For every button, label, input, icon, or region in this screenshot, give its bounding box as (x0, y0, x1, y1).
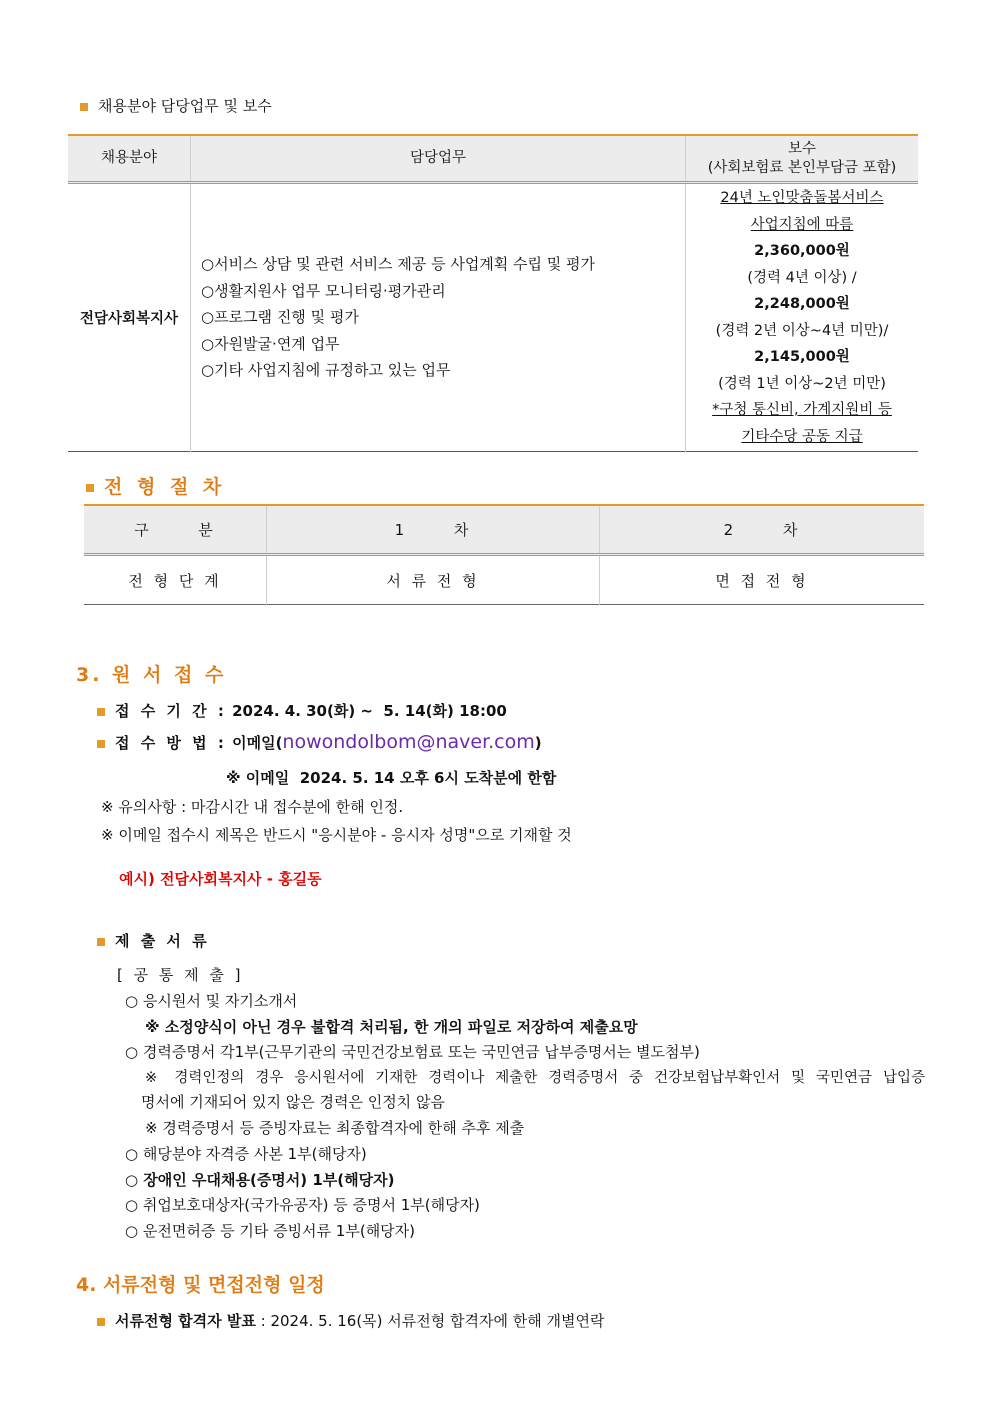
stage-label: 전 형 단 계 (84, 555, 267, 605)
document-result: 서류전형 합격자 발표 : 2024. 5. 16(목) 서류전형 합격자에 한해 개별연락 (97, 1310, 604, 1331)
doc-note: 명서에 기재되어 있지 않은 경력은 인정치 않음 (141, 1093, 445, 1111)
stage-first: 서 류 전 형 (267, 555, 600, 605)
table-row (68, 183, 918, 452)
docs-common: [ 공 통 제 출 ] (117, 966, 244, 984)
doc-note: ※ 경력증명서 등 증빙자료는 최종합격자에 한해 추후 제출 (145, 1119, 525, 1137)
application-method: 접 수 방 법 : 이메일(nowondolbom@naver.com) (97, 731, 542, 753)
note-subject: ※ 이메일 접수시 제목은 반드시 "응시분야 - 응시자 성명"으로 기재할 것 (101, 826, 572, 844)
duty-item: ○프로그램 진행 및 평가 (201, 308, 359, 327)
example-text: 예시) 전담사회복지사 - 홍길동 (119, 870, 322, 888)
doc-item: ○ 취업보호대상자(국가유공자) 등 증명서 1부(해당자) (125, 1196, 480, 1214)
doc-item: ○ 장애인 우대채용(증명서) 1부(해당자) (125, 1171, 395, 1189)
square-bullet-icon (97, 1318, 105, 1326)
stage-second: 면 접 전 형 (715, 571, 809, 590)
header-category: 구 분 (84, 505, 267, 555)
note-caution: ※ 유의사항 : 마감시간 내 접수분에 한해 인정. (101, 798, 404, 816)
duty-item: ○자원발굴·연계 업무 (201, 334, 340, 353)
doc-item: ○ 운전면허증 등 기타 증빙서류 1부(해당자) (125, 1222, 416, 1240)
docs-title: 제 출 서 류 (97, 930, 210, 951)
square-bullet-icon (86, 484, 94, 492)
section-recruit-title: 채용분야 담당업무 및 보수 (80, 95, 272, 116)
header-second: 2 차 (600, 505, 925, 555)
header-first: 1 차 (267, 505, 600, 555)
doc-item: ○ 해당분야 자격증 사본 1부(해당자) (125, 1145, 367, 1163)
duty-item: ○서비스 상담 및 관련 서비스 제공 등 사업계획 수립 및 평가 (201, 255, 596, 274)
table-header-row (68, 135, 918, 183)
header-field: 채용분야 (68, 135, 191, 183)
process-table (84, 504, 924, 605)
doc-item: ○ 경력증명서 각1부(근무기관의 국민건강보험료 또는 국민연금 납부증명서는 별도첨부) (125, 1043, 700, 1061)
square-bullet-icon (97, 938, 105, 946)
application-period: 접 수 기 간 : 2024. 4. 30(화) ~ 5. 14(화) 18:00 (97, 700, 507, 721)
table-header-row (84, 505, 924, 555)
pay-cell: 24년 노인맞춤돌봄서비스 사업지침에 따름 2,360,000원 (경력 4년 이상) / 2,248,000원 (경력 2년 이상~4년 미만)/ 2,145,000원 (경력 1년 이상~2년 미만) *구청 통신비, 가계지원비 등 기타수당 공동 지급 (712, 190, 892, 445)
email-deadline-note: ※ 이메일 2024. 5. 14 오후 6시 도착분에 한함 (226, 769, 557, 787)
field-cell: 전담사회복지사 (68, 183, 191, 452)
square-bullet-icon (97, 708, 105, 716)
email-link[interactable]: nowondolbom@naver.com (282, 731, 535, 753)
header-duties: 담당업무 (191, 135, 686, 183)
square-bullet-icon (97, 740, 105, 748)
header-pay: 보수 (사회보험료 본인부담금 포함) (686, 135, 919, 183)
section-process-title: 전 형 절 차 (86, 472, 225, 499)
duties-cell (191, 183, 686, 452)
section-application-title: 3. 원 서 접 수 (76, 664, 227, 686)
section-schedule-title: 4. 서류전형 및 면접전형 일정 (76, 1274, 325, 1296)
doc-note: ※ 경력인정의 경우 응시원서에 기재한 경력이나 제출한 경력증명서 중 건강보험납부확인서 및 국민연금 납입증 (145, 1070, 925, 1086)
doc-item: ○ 응시원서 및 자기소개서 (125, 992, 298, 1010)
doc-note: ※ 소정양식이 아닌 경우 불합격 처리됨, 한 개의 파일로 저장하여 제출요망 (145, 1018, 638, 1036)
recruit-table (68, 134, 918, 452)
duty-item: ○생활지원사 업무 모니터링·평가관리 (201, 281, 446, 300)
square-bullet-icon (80, 103, 88, 111)
table-row (84, 555, 924, 605)
duty-item: ○기타 사업지침에 규정하고 있는 업무 (201, 361, 451, 380)
